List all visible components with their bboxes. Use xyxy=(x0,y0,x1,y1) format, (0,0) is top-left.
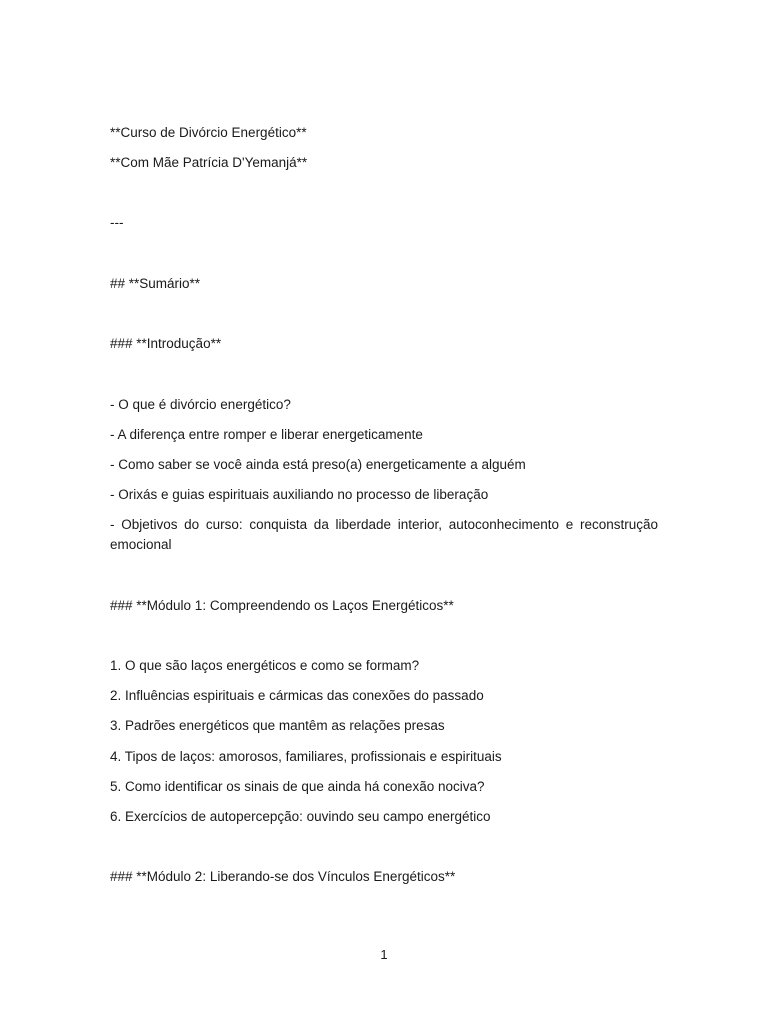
list-item: 6. Exercícios de autopercepção: ouvindo seu campo energético xyxy=(110,809,491,824)
list-item: 5. Como identificar os sinais de que ainda há conexão nociva? xyxy=(110,779,485,794)
document-subtitle: **Com Mãe Patrícia D'Yemanjá** xyxy=(110,155,308,170)
list-item: 4. Tipos de laços: amorosos, familiares, profissionais e espirituais xyxy=(110,749,502,764)
intro-heading: ### **Introdução** xyxy=(110,336,222,351)
summary-heading: ## **Sumário** xyxy=(110,276,201,291)
list-item: - Como saber se você ainda está preso(a) energeticamente a alguém xyxy=(110,457,526,472)
list-item: - Orixás e guias espirituais auxiliando no processo de liberação xyxy=(110,487,489,502)
list-item: 2. Influências espirituais e cármicas das conexões do passado xyxy=(110,688,484,703)
list-item: - O que é divórcio energético? xyxy=(110,397,291,412)
module2-heading: ### **Módulo 2: Liberando-se dos Vínculos Energéticos** xyxy=(110,869,456,884)
module1-heading: ### **Módulo 1: Compreendendo os Laços Energéticos** xyxy=(110,598,454,613)
list-item: 1. O que são laços energéticos e como se formam? xyxy=(110,658,420,673)
list-item: - A diferença entre romper e liberar energeticamente xyxy=(110,427,423,442)
separator: --- xyxy=(110,215,124,230)
list-item: 3. Padrões energéticos que mantêm as relações presas xyxy=(110,718,445,733)
list-item: - Objetivos do curso: conquista da liberdade interior, autoconhecimento e reconstrução emocional xyxy=(110,517,658,552)
page-number: 1 xyxy=(380,947,388,962)
document-title: **Curso de Divórcio Energético** xyxy=(110,125,307,140)
